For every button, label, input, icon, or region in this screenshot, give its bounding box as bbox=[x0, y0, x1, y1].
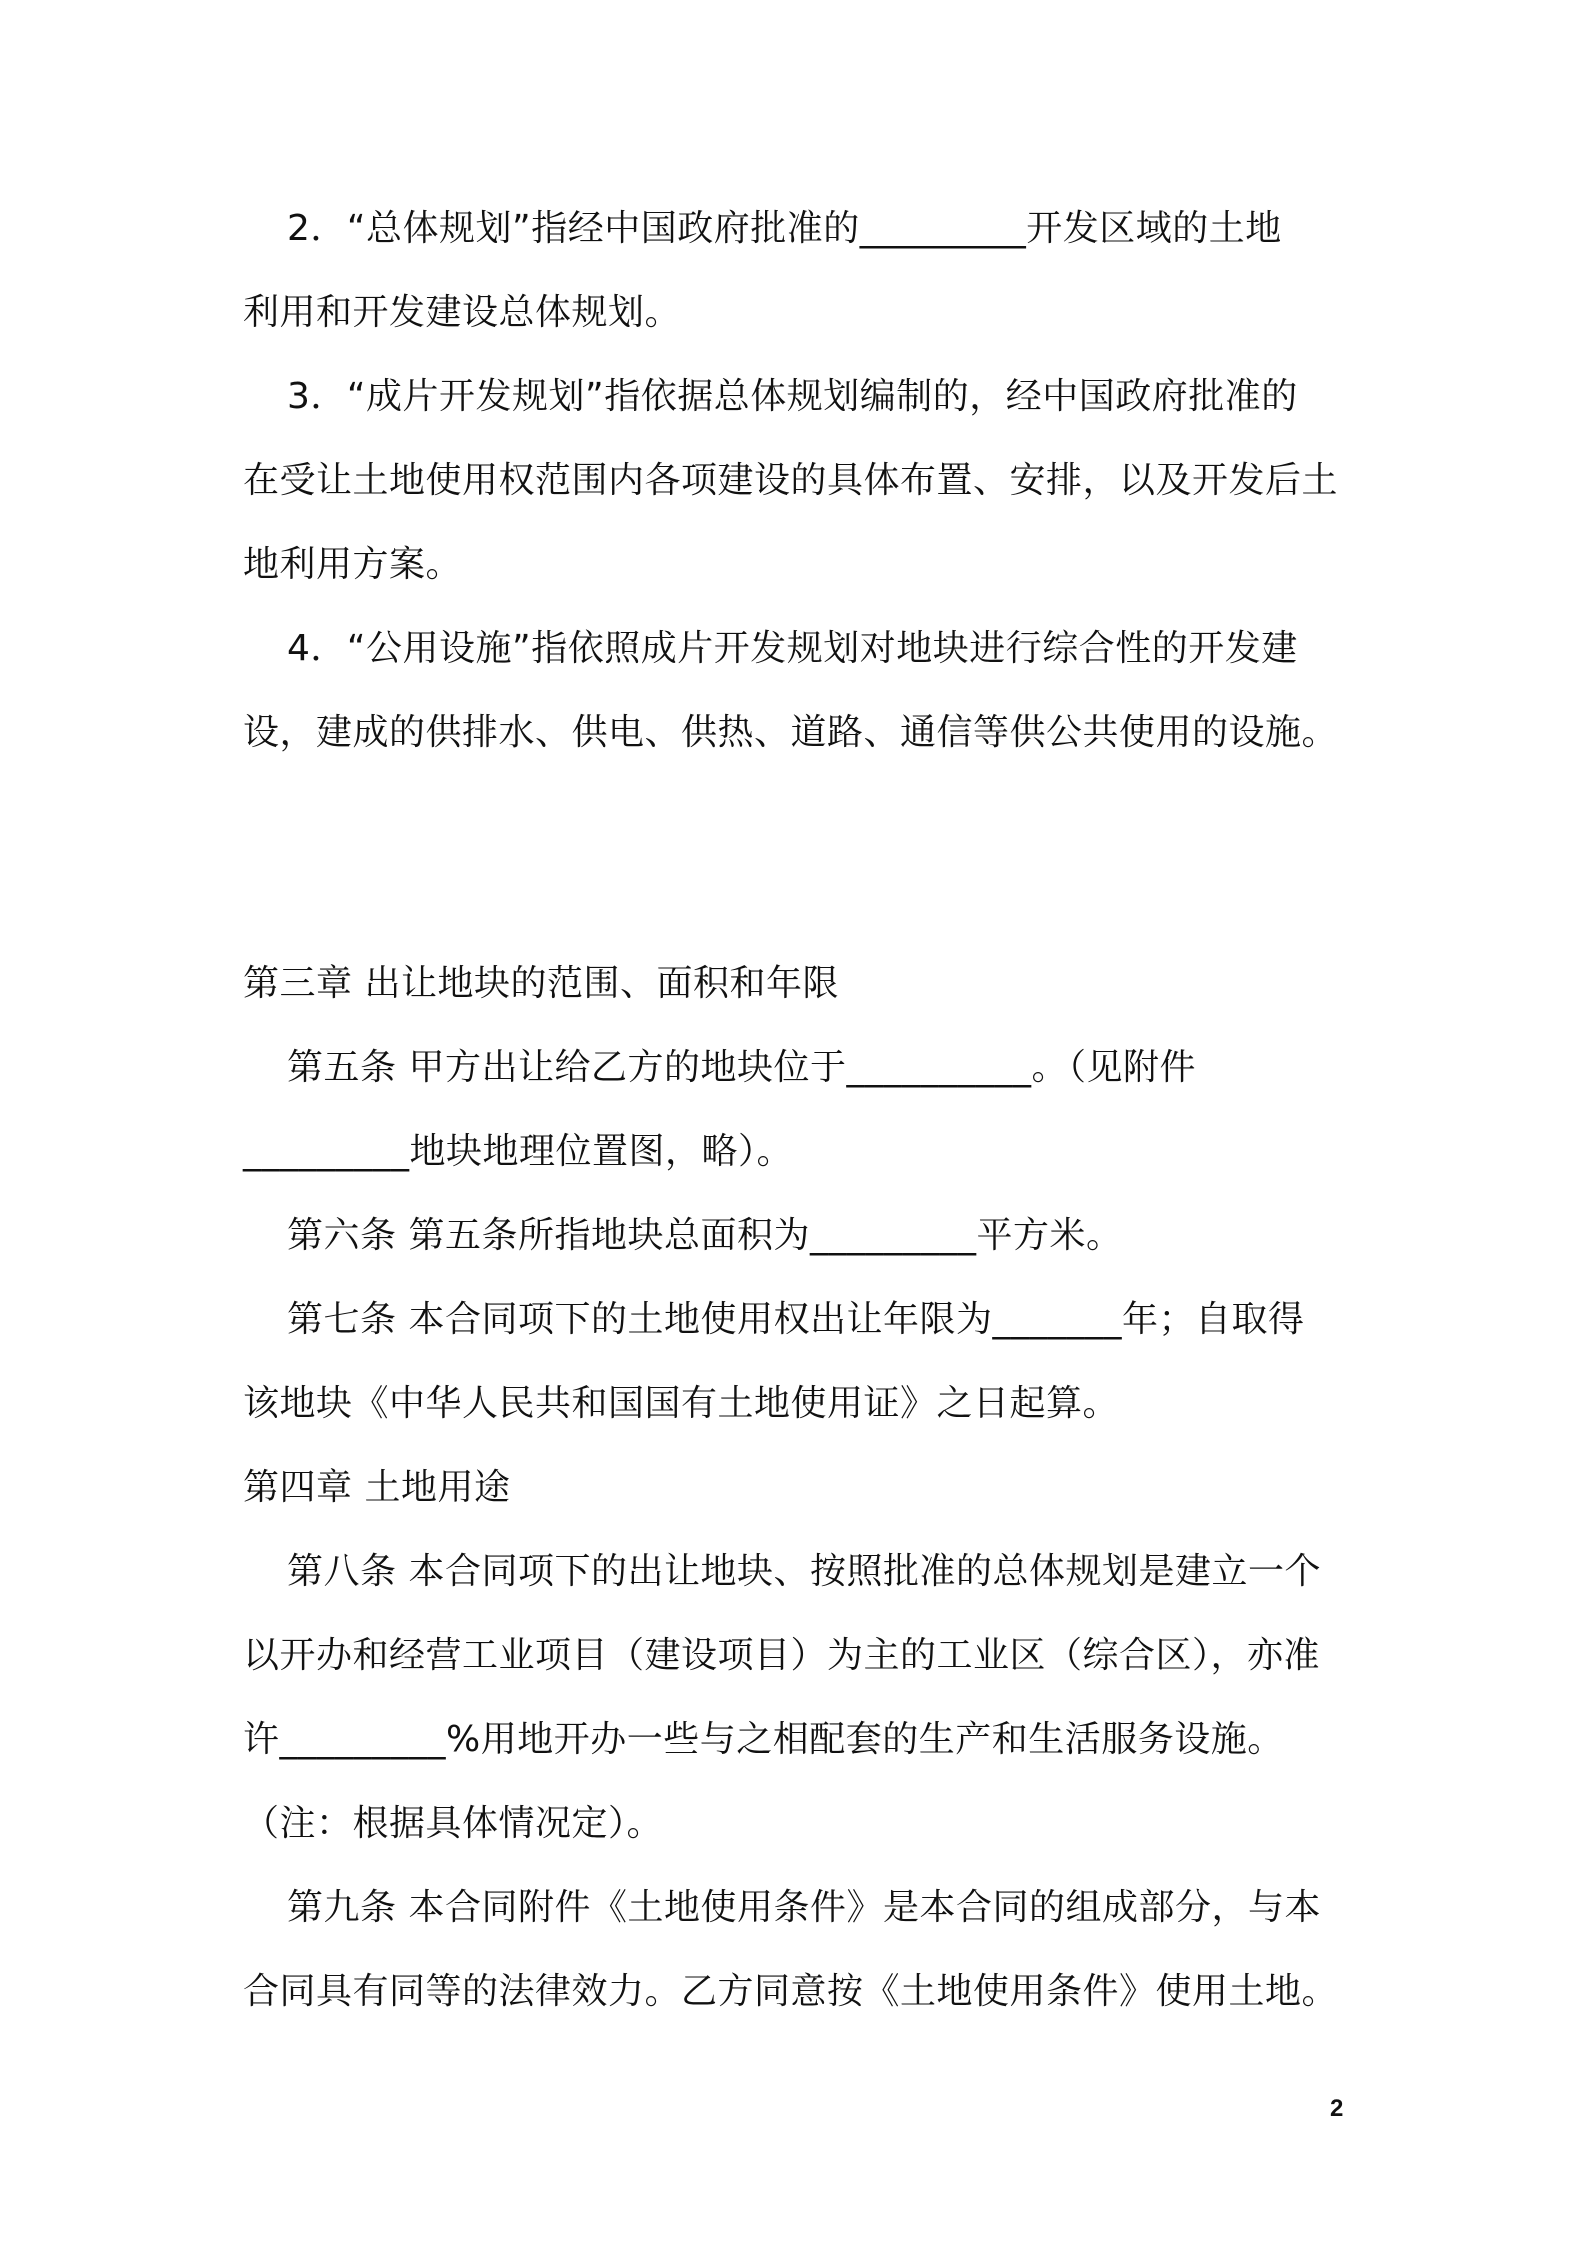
article-5-line-2: _________地块地理位置图，略）。 bbox=[243, 1131, 794, 1172]
article-8-line-2: 以开办和经营工业项目（建设项目）为主的工业区（综合区），亦准 bbox=[243, 1635, 1321, 1676]
article-8-line-3: 许_________%用地开办一些与之相配套的生产和生活服务设施。 bbox=[243, 1719, 1284, 1760]
clause-3-line-3: 地利用方案。 bbox=[243, 544, 463, 585]
clause-4-line-1: 4．“公用设施”指依照成片开发规划对地块进行综合性的开发建 bbox=[287, 628, 1298, 669]
clause-2-line-1: 2．“总体规划”指经中国政府批准的_________开发区域的土地 bbox=[287, 208, 1282, 249]
clause-3-line-2: 在受让土地使用权范围内各项建设的具体布置、安排，以及开发后土 bbox=[243, 460, 1339, 501]
article-5-line-1: 第五条 甲方出让给乙方的地块位于__________。（见附件 bbox=[287, 1047, 1196, 1088]
article-7-line-2: 该地块《中华人民共和国国有土地使用证》之日起算。 bbox=[243, 1383, 1120, 1424]
clause-2-line-2: 利用和开发建设总体规划。 bbox=[243, 292, 682, 333]
article-8-line-1: 第八条 本合同项下的出让地块、按照批准的总体规划是建立一个 bbox=[287, 1551, 1321, 1592]
clause-4-line-2: 设，建成的供排水、供电、供热、道路、通信等供公共使用的设施。 bbox=[243, 712, 1339, 753]
article-8-note: （注：根据具体情况定）。 bbox=[243, 1803, 664, 1844]
chapter-3-heading: 第三章 出让地块的范围、面积和年限 bbox=[243, 963, 839, 1004]
page-number: 2 bbox=[1330, 2095, 1344, 2122]
clause-3-line-1: 3．“成片开发规划”指依据总体规划编制的，经中国政府批准的 bbox=[287, 376, 1298, 417]
article-9-line-1: 第九条 本合同附件《土地使用条件》是本合同的组成部分，与本 bbox=[287, 1887, 1321, 1928]
chapter-4-heading: 第四章 土地用途 bbox=[243, 1467, 511, 1508]
article-7-line-1: 第七条 本合同项下的土地使用权出让年限为_______年；自取得 bbox=[287, 1299, 1305, 1340]
article-6-line-1: 第六条 第五条所指地块总面积为_________平方米。 bbox=[287, 1215, 1123, 1256]
article-9-line-2: 合同具有同等的法律效力。乙方同意按《土地使用条件》使用土地。 bbox=[243, 1971, 1339, 2012]
